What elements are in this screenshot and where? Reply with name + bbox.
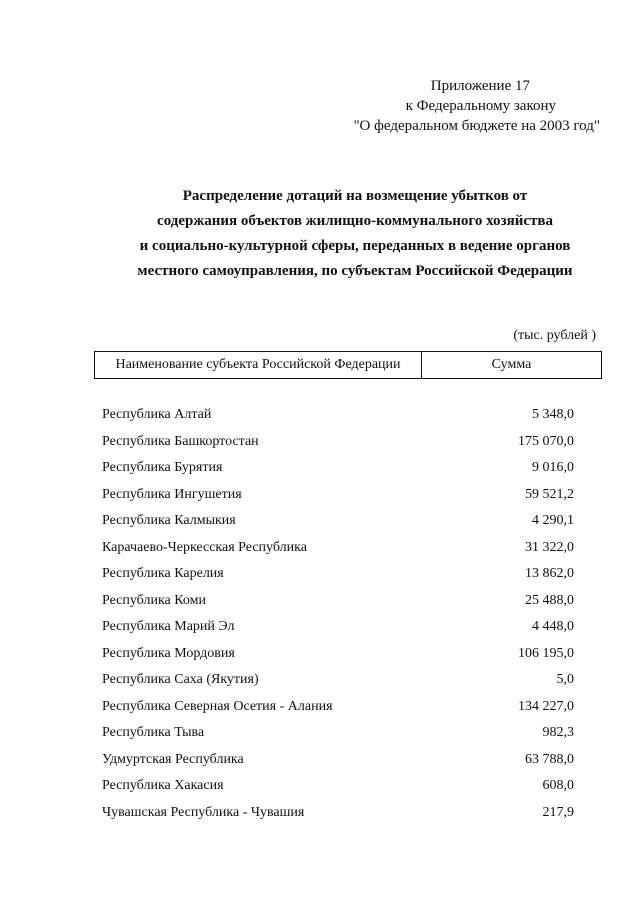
table-row <box>102 694 574 721</box>
table-row <box>102 561 574 588</box>
table-row <box>102 773 574 800</box>
region-amount: 59 521,2 <box>525 486 574 502</box>
region-name: Республика Северная Осетия - Алания <box>102 698 333 714</box>
region-name: Республика Марий Эл <box>102 619 235 634</box>
region-amount: 25 488,0 <box>525 592 574 608</box>
table-row <box>102 508 574 535</box>
region-amount: 217,9 <box>542 804 574 820</box>
document-title-line: содержания объектов жилищно-коммунального хозяйства <box>157 213 553 229</box>
table-row <box>102 429 574 456</box>
table-row <box>102 588 574 615</box>
region-name: Удмуртская Республика <box>102 751 244 767</box>
region-amount: 175 070,0 <box>518 433 574 449</box>
region-name: Республика Бурятия <box>102 460 223 475</box>
region-amount: 13 862,0 <box>525 566 574 581</box>
region-amount: 63 788,0 <box>525 751 574 767</box>
region-name: Республика Карелия <box>102 566 224 581</box>
region-amount: 9 016,0 <box>532 460 574 475</box>
appendix-number: Приложение 17 <box>430 78 530 94</box>
table-row <box>102 535 574 562</box>
region-amount: 106 195,0 <box>518 645 574 661</box>
appendix-law-ref: к Федеральному закону <box>405 98 556 114</box>
region-name: Республика Калмыкия <box>102 513 236 528</box>
appendix-law-title: "О федеральном бюджете на 2003 год" <box>353 118 600 134</box>
column-header-name: Наименование субъекта Российской Федерации <box>95 352 422 378</box>
region-name: Республика Ингушетия <box>102 486 242 502</box>
table-body <box>102 402 574 826</box>
units-label: (тыс. рублей ) <box>513 328 596 343</box>
region-amount: 31 322,0 <box>525 539 574 555</box>
region-name: Республика Хакасия <box>102 778 224 793</box>
region-amount: 4 290,1 <box>532 513 574 528</box>
table-row <box>102 747 574 774</box>
region-name: Республика Коми <box>102 592 206 608</box>
region-name: Республика Алтай <box>102 407 212 422</box>
region-amount: 134 227,0 <box>518 698 574 714</box>
region-amount: 5 348,0 <box>532 407 574 422</box>
region-name: Чувашская Республика - Чувашия <box>102 804 305 820</box>
table-row <box>102 720 574 747</box>
table-row <box>102 641 574 668</box>
table-header <box>94 351 602 379</box>
table-row <box>102 482 574 509</box>
table-row <box>102 800 574 827</box>
region-name: Карачаево-Черкесская Республика <box>102 539 307 555</box>
region-name: Республика Мордовия <box>102 645 235 661</box>
region-name: Республика Тыва <box>102 725 205 740</box>
document-title-line: Распределение дотаций на возмещение убытков от <box>182 188 528 204</box>
table-row <box>102 455 574 482</box>
region-amount: 608,0 <box>542 778 574 793</box>
appendix-heading <box>300 76 600 136</box>
region-amount: 5,0 <box>556 672 574 687</box>
table-row <box>102 614 574 641</box>
region-amount: 982,3 <box>542 725 574 740</box>
document-title <box>120 184 590 284</box>
table-row <box>102 667 574 694</box>
region-amount: 4 448,0 <box>532 619 574 634</box>
region-name: Республика Саха (Якутия) <box>102 672 259 687</box>
column-header-sum: Сумма <box>491 357 532 372</box>
table-row <box>102 402 574 429</box>
document-title-line: местного самоуправления, по субъектам Российской Федерации <box>137 263 573 279</box>
document-title-line: и социально-культурной сферы, переданных в ведение органов <box>139 238 571 254</box>
region-name: Республика Башкортостан <box>102 433 259 449</box>
